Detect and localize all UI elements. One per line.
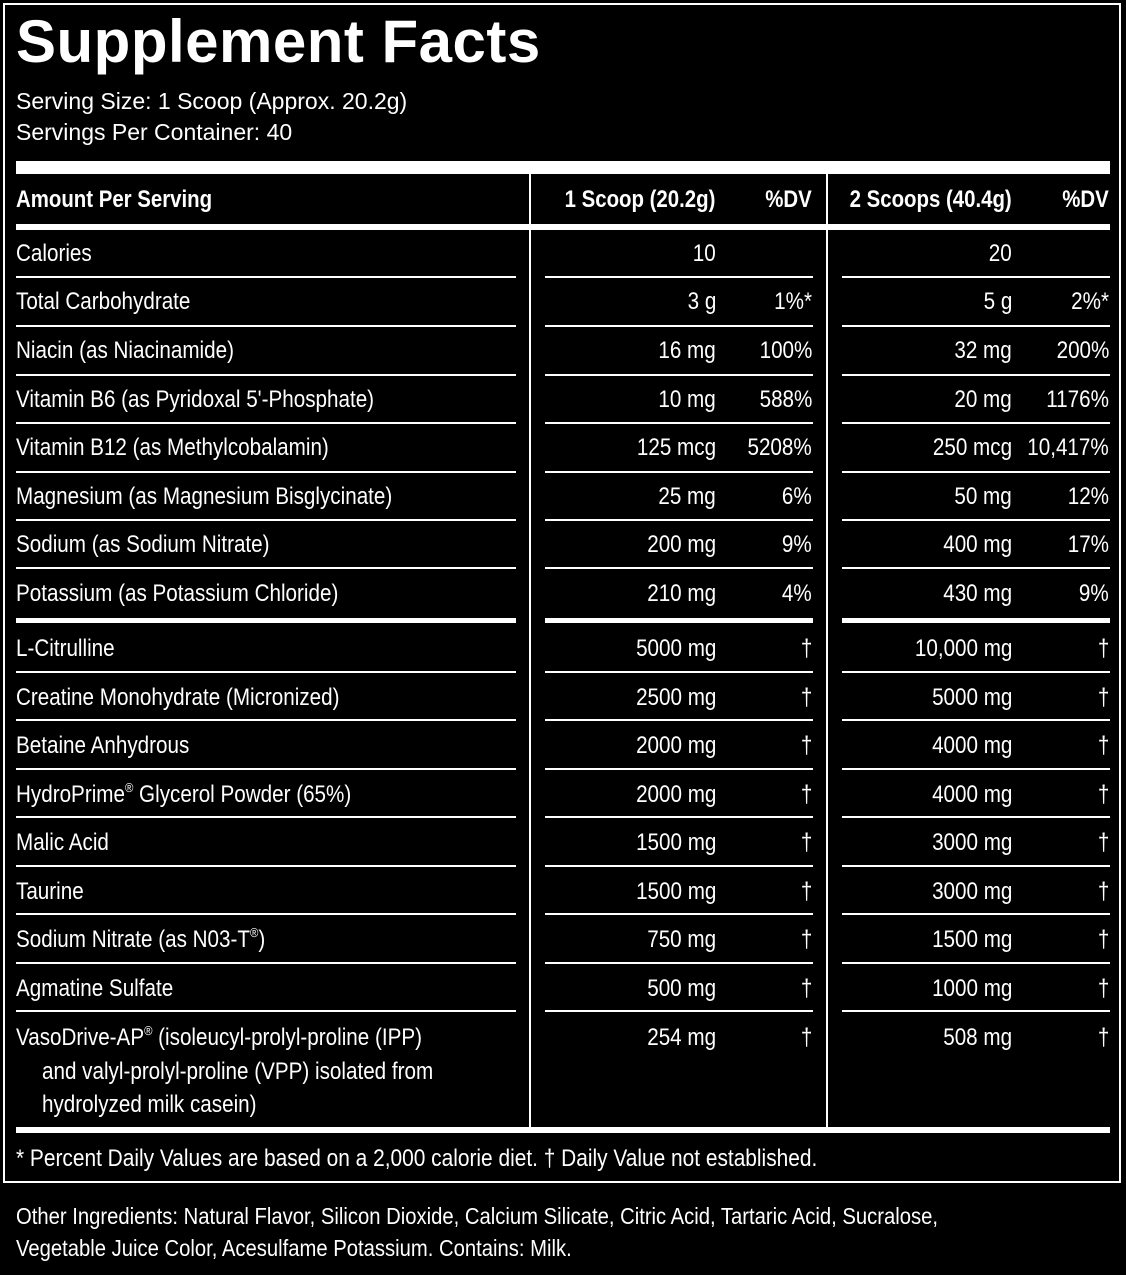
nutrient-name: L-Citrulline [16,635,115,662]
header-dv-one-scoop: %DV [765,186,812,213]
dv-one-scoop: 1%* [774,288,812,315]
row-divider [842,1010,1110,1012]
servings-per-container: Servings Per Container: 40 [16,119,293,145]
nutrient-name: Total Carbohydrate [16,288,191,315]
amount-one-scoop: 254 mg [647,1024,716,1051]
bottom-divider [16,1127,1110,1133]
amount-two-scoops: 430 mg [943,580,1012,607]
amount-two-scoops: 3000 mg [931,829,1012,856]
nutrient-name: Sodium (as Sodium Nitrate) [16,531,270,558]
row-divider [545,768,813,770]
amount-two-scoops: 10,000 mg [914,635,1012,662]
row-divider [842,671,1110,673]
dv-two-scoops: † [1097,1024,1109,1051]
footnote: * Percent Daily Values are based on a 2,000 calorie diet. † Daily Value not established. [16,1145,818,1172]
amount-two-scoops: 1000 mg [931,975,1012,1002]
section-divider [545,618,813,623]
row-divider [842,719,1110,721]
row-divider [842,471,1110,473]
header-amount-per-serving: Amount Per Serving [16,186,213,213]
row-divider [545,1010,813,1012]
amount-two-scoops: 1500 mg [931,926,1012,953]
row-divider [842,422,1110,424]
section-divider [16,618,516,623]
amount-one-scoop: 2000 mg [635,781,716,808]
header-one-scoop: 1 Scoop (20.2g) [564,186,715,213]
row-divider [842,276,1110,278]
row-divider [842,962,1110,964]
row-divider [545,865,813,867]
row-divider [16,816,516,818]
header-dv-two-scoops: %DV [1062,186,1109,213]
row-divider [545,913,813,915]
dv-one-scoop: † [800,829,812,856]
dv-one-scoop: † [800,975,812,1002]
row-divider [16,768,516,770]
row-divider [842,374,1110,376]
dv-one-scoop: 6% [782,483,812,510]
amount-one-scoop: 1500 mg [635,829,716,856]
nutrient-name: Creatine Monohydrate (Micronized) [16,684,340,711]
row-divider [16,471,516,473]
nutrient-name: Potassium (as Potassium Chloride) [16,580,339,607]
nutrient-name: VasoDrive-AP® (isoleucyl-prolyl-proline (IPP) [16,1023,422,1051]
nutrient-name: Calories [16,240,92,267]
amount-one-scoop: 750 mg [647,926,716,953]
dv-one-scoop: 9% [782,531,812,558]
amount-two-scoops: 20 [989,240,1012,267]
dv-one-scoop: 100% [759,337,812,364]
row-divider [545,374,813,376]
row-divider [545,719,813,721]
header-two-scoops: 2 Scoops (40.4g) [849,186,1012,213]
page-title: Supplement Facts [16,8,541,75]
amount-one-scoop: 500 mg [647,975,716,1002]
row-divider [842,816,1110,818]
dv-two-scoops: 12% [1067,483,1109,510]
row-divider [16,1010,516,1012]
row-divider [16,865,516,867]
row-divider [545,816,813,818]
amount-two-scoops: 3000 mg [931,878,1012,905]
dv-two-scoops: † [1097,684,1109,711]
row-divider [842,325,1110,327]
row-divider [842,768,1110,770]
nutrient-name: Vitamin B12 (as Methylcobalamin) [16,434,329,461]
amount-one-scoop: 125 mcg [636,434,716,461]
amount-one-scoop: 25 mg [658,483,716,510]
row-divider [16,276,516,278]
amount-one-scoop: 16 mg [658,337,716,364]
row-divider [16,325,516,327]
row-divider [842,865,1110,867]
dv-two-scoops: 200% [1056,337,1109,364]
row-divider [16,913,516,915]
amount-two-scoops: 50 mg [954,483,1012,510]
amount-one-scoop: 200 mg [647,531,716,558]
row-divider [545,471,813,473]
row-divider [16,422,516,424]
dv-one-scoop: 4% [782,580,812,607]
row-divider [842,913,1110,915]
row-divider [545,519,813,521]
dv-two-scoops: † [1097,926,1109,953]
dv-two-scoops: 17% [1067,531,1109,558]
dv-one-scoop: † [800,781,812,808]
amount-one-scoop: 10 mg [658,386,716,413]
header-divider [16,224,1110,230]
dv-one-scoop: † [800,878,812,905]
row-divider [545,962,813,964]
nutrient-name: Magnesium (as Magnesium Bisglycinate) [16,483,393,510]
nutrient-name-line2: and valyl-prolyl-proline (VPP) isolated from [42,1058,434,1085]
row-divider [16,719,516,721]
nutrient-name: Betaine Anhydrous [16,732,190,759]
row-divider [545,422,813,424]
nutrient-name-line3: hydrolyzed milk casein) [42,1091,257,1118]
dv-one-scoop: † [800,684,812,711]
amount-two-scoops: 32 mg [954,337,1012,364]
amount-two-scoops: 4000 mg [931,781,1012,808]
dv-two-scoops: † [1097,635,1109,662]
amount-two-scoops: 5000 mg [931,684,1012,711]
row-divider [16,374,516,376]
row-divider [16,519,516,521]
row-divider [842,567,1110,569]
amount-one-scoop: 2000 mg [635,732,716,759]
section-divider [842,618,1110,623]
dv-one-scoop: 588% [759,386,812,413]
dv-two-scoops: 9% [1079,580,1109,607]
row-divider [545,276,813,278]
other-ingredients-line1: Other Ingredients: Natural Flavor, Silicon Dioxide, Calcium Silicate, Citric Acid, Tartaric Acid, Sucralose, [16,1203,939,1229]
dv-two-scoops: † [1097,878,1109,905]
amount-two-scoops: 250 mcg [932,434,1012,461]
serving-size: Serving Size: 1 Scoop (Approx. 20.2g) [16,88,408,114]
dv-two-scoops: 1176% [1046,386,1109,413]
column-divider-left [529,174,531,1128]
dv-two-scoops: 10,417% [1027,434,1109,461]
row-divider [842,519,1110,521]
top-thick-divider [16,161,1110,174]
amount-one-scoop: 10 [693,240,716,267]
amount-one-scoop: 2500 mg [635,684,716,711]
amount-two-scoops: 4000 mg [931,732,1012,759]
dv-two-scoops: † [1097,732,1109,759]
dv-one-scoop: † [800,635,812,662]
row-divider [545,325,813,327]
dv-two-scoops: 2%* [1071,288,1109,315]
row-divider [545,567,813,569]
amount-two-scoops: 5 g [983,288,1012,315]
amount-one-scoop: 5000 mg [635,635,716,662]
dv-two-scoops: † [1097,975,1109,1002]
row-divider [545,671,813,673]
column-divider-right [826,174,828,1128]
amount-two-scoops: 400 mg [943,531,1012,558]
amount-one-scoop: 210 mg [647,580,716,607]
dv-one-scoop: † [800,926,812,953]
amount-one-scoop: 1500 mg [635,878,716,905]
row-divider [16,962,516,964]
nutrient-name: Agmatine Sulfate [16,975,174,1002]
dv-one-scoop: 5208% [747,434,812,461]
dv-one-scoop: † [800,732,812,759]
dv-one-scoop: † [800,1024,812,1051]
amount-two-scoops: 508 mg [943,1024,1012,1051]
dv-two-scoops: † [1097,829,1109,856]
other-ingredients-line2: Vegetable Juice Color, Acesulfame Potassium. Contains: Milk. [16,1235,572,1261]
amount-one-scoop: 3 g [687,288,716,315]
row-divider [16,671,516,673]
nutrient-name: Vitamin B6 (as Pyridoxal 5'-Phosphate) [16,386,375,413]
nutrient-name: Taurine [16,878,84,905]
nutrient-name: Malic Acid [16,829,109,856]
nutrient-name: Niacin (as Niacinamide) [16,337,234,364]
amount-two-scoops: 20 mg [954,386,1012,413]
nutrient-name: HydroPrime® Glycerol Powder (65%) [16,780,352,808]
row-divider [16,567,516,569]
dv-two-scoops: † [1097,781,1109,808]
nutrient-name: Sodium Nitrate (as N03-T®) [16,925,266,953]
